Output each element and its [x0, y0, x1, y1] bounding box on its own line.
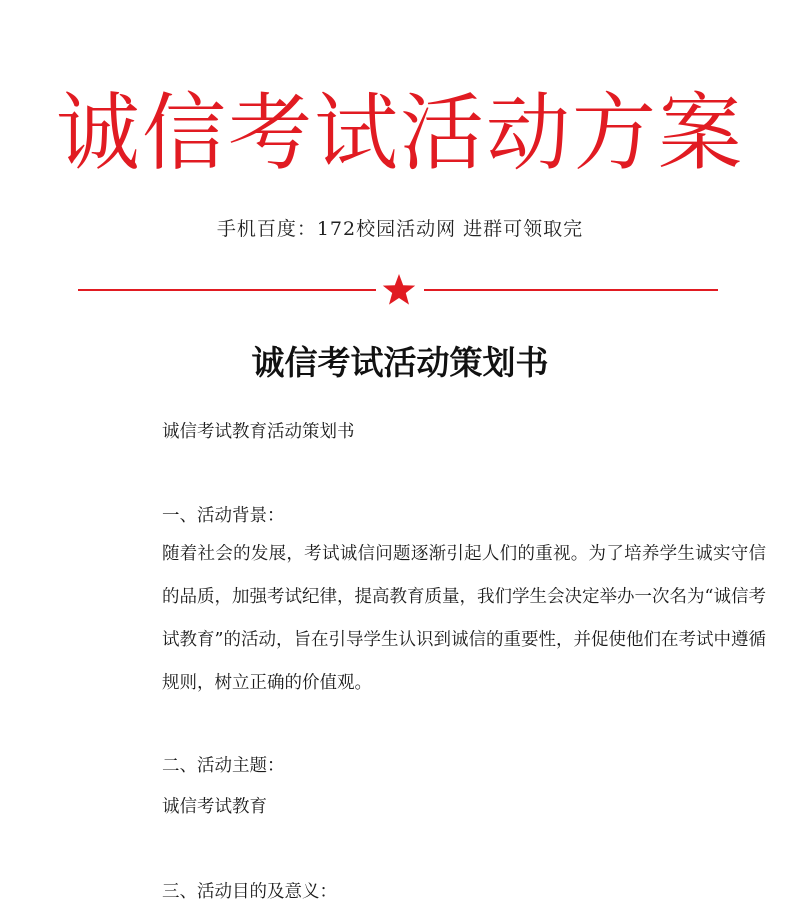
document-title: 诚信考试活动策划书	[251, 343, 549, 382]
section-heading-theme: 二、活动主题：	[162, 756, 285, 776]
masthead-title: 诚信考试活动方案	[55, 84, 744, 182]
section-body-background: 随着社会的发展，考试诚信问题逐渐引起人们的重视。为了培养学生诚实守信的品质，加强考试纪律，提高教育质量，我们学生会决定举办一次名为“诚信考试教育”的活动，旨在引导学生认识到诚信的重要性，并促使他们在考试中遵循规则，树立正确的价值观。	[162, 544, 766, 693]
section-heading-purpose: 三、活动目的及意义：	[162, 882, 337, 902]
divider-line-right	[424, 289, 718, 291]
divider-line-left	[78, 289, 376, 291]
section-body-theme: 诚信考试教育	[162, 797, 267, 817]
section-heading-background: 一、活动背景：	[162, 506, 285, 526]
document-intro: 诚信考试教育活动策划书	[162, 422, 355, 442]
masthead-subtitle: 手机百度：172校园活动网 进群可领取完	[216, 218, 584, 240]
star-icon	[381, 272, 417, 308]
masthead-divider	[0, 270, 800, 310]
